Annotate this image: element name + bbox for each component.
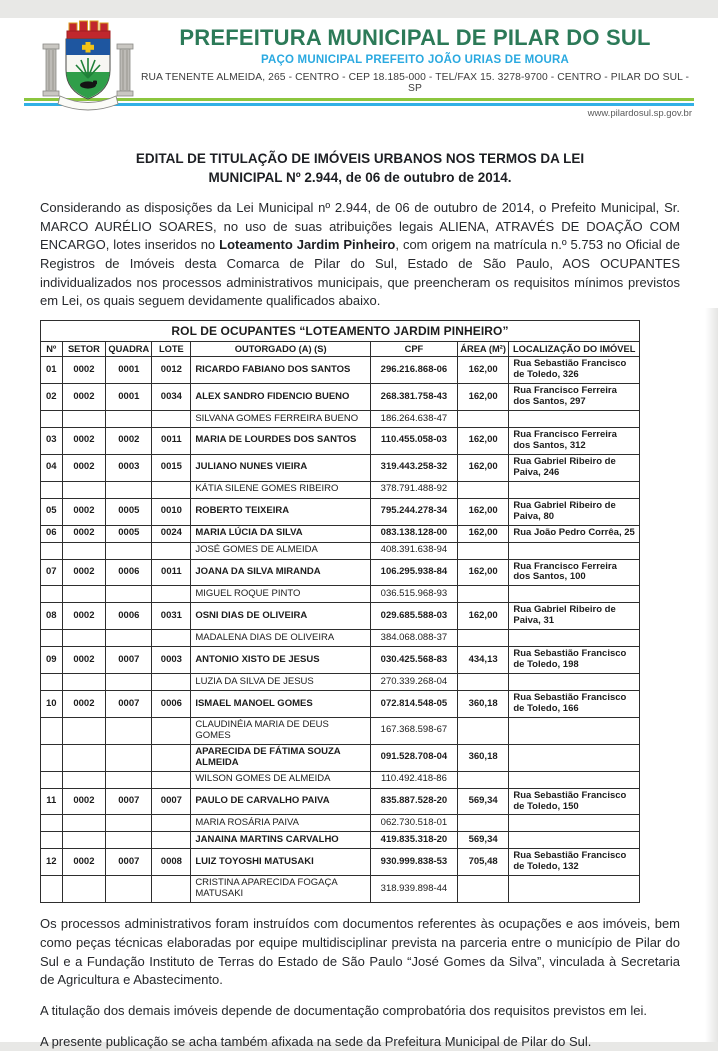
cell-local: Rua Sebastião Francisco de Toledo, 166 (509, 691, 640, 718)
table-row (41, 525, 640, 542)
cell-local: Rua Sebastião Francisco de Toledo, 132 (509, 849, 640, 876)
cell-cpf: 378.791.488-92 (371, 481, 458, 498)
cell-setor: 0002 (62, 691, 106, 718)
cell-quadra: 0005 (106, 498, 152, 525)
cell-num: 06 (41, 525, 63, 542)
cell-local: Rua Gabriel Ribeiro de Paiva, 80 (509, 498, 640, 525)
cell-cpf: 110.492.418-86 (371, 771, 458, 788)
cell-area: 360,18 (457, 691, 509, 718)
closing-paragraph-3: A presente publicação se acha também afixada na sede da Prefeitura Municipal de Pilar do Sul. (40, 1033, 592, 1049)
table-row (41, 542, 640, 559)
edict-title-line2: MUNICIPAL Nº 2.944, de 06 de outubro de 2014. (208, 169, 512, 185)
cell-setor: 0002 (62, 647, 106, 674)
cell-quadra: 0007 (106, 788, 152, 815)
right-column (117, 44, 133, 96)
cell-area: 360,18 (457, 744, 509, 771)
column-header-setor: SETOR (62, 342, 106, 357)
cell-area: 162,00 (457, 384, 509, 411)
table-row (41, 647, 640, 674)
cell-local: Rua Francisco Ferreira dos Santos, 297 (509, 384, 640, 411)
column-header-cpf: CPF (371, 342, 458, 357)
cell-quadra (106, 411, 152, 428)
column-header-quadra: QUADRA (106, 342, 152, 357)
cell-setor (62, 832, 106, 849)
cell-num (41, 717, 63, 744)
cell-num: 11 (41, 788, 63, 815)
cell-cpf: 319.443.258-32 (371, 454, 458, 481)
cell-outorgado: APARECIDA DE FÁTIMA SOUZA ALMEIDA (191, 744, 371, 771)
cell-cpf: 408.391.638-94 (371, 542, 458, 559)
cell-area: 569,34 (457, 788, 509, 815)
cell-outorgado: MIGUEL ROQUE PINTO (191, 586, 371, 603)
cell-cpf: 072.814.548-05 (371, 691, 458, 718)
cell-num (41, 876, 63, 903)
cell-lote: 0006 (152, 691, 191, 718)
cell-outorgado: LUZIA DA SILVA DE JESUS (191, 674, 371, 691)
cell-num (41, 411, 63, 428)
table-row (41, 771, 640, 788)
document-body (40, 150, 680, 1051)
cell-quadra: 0001 (106, 357, 152, 384)
cell-outorgado: JOANA DA SILVA MIRANDA (191, 559, 371, 586)
cell-cpf: 036.515.968-93 (371, 586, 458, 603)
cell-num (41, 542, 63, 559)
cell-num: 09 (41, 647, 63, 674)
table-row (41, 849, 640, 876)
table-header-row (41, 342, 640, 357)
cell-cpf: 106.295.938-84 (371, 559, 458, 586)
cell-setor (62, 411, 106, 428)
cell-quadra (106, 542, 152, 559)
letterhead-text (136, 18, 694, 94)
cell-setor (62, 630, 106, 647)
cell-lote: 0015 (152, 454, 191, 481)
column-header-outorgado: OUTORGADO (A) (S) (191, 342, 371, 357)
cell-area (457, 411, 509, 428)
table-row (41, 630, 640, 647)
cell-quadra (106, 481, 152, 498)
cell-outorgado: PAULO DE CARVALHO PAIVA (191, 788, 371, 815)
cell-lote: 0024 (152, 525, 191, 542)
cell-num: 10 (41, 691, 63, 718)
table-row (41, 815, 640, 832)
cell-num: 01 (41, 357, 63, 384)
cell-lote: 0007 (152, 788, 191, 815)
table-row (41, 832, 640, 849)
cell-local (509, 876, 640, 903)
table-row (41, 586, 640, 603)
cell-cpf: 030.425.568-83 (371, 647, 458, 674)
cell-lote (152, 586, 191, 603)
table-row (41, 357, 640, 384)
intro-bold-loteamento: Loteamento Jardim Pinheiro (219, 237, 396, 253)
scan-edge-shadow (705, 308, 718, 1042)
table-row (41, 481, 640, 498)
cell-local: Rua Sebastião Francisco de Toledo, 326 (509, 357, 640, 384)
cell-setor (62, 542, 106, 559)
cell-local: Rua Francisco Ferreira dos Santos, 100 (509, 559, 640, 586)
table-row (41, 411, 640, 428)
cell-setor: 0002 (62, 603, 106, 630)
table-row (41, 384, 640, 411)
cell-lote: 0011 (152, 428, 191, 455)
cell-area (457, 771, 509, 788)
cell-area (457, 630, 509, 647)
cell-cpf: 930.999.838-53 (371, 849, 458, 876)
cell-outorgado: KÁTIA SILENE GOMES RIBEIRO (191, 481, 371, 498)
cell-area (457, 586, 509, 603)
cell-cpf: 167.368.598-67 (371, 717, 458, 744)
cell-quadra: 0007 (106, 647, 152, 674)
cell-local (509, 630, 640, 647)
cell-quadra (106, 586, 152, 603)
cell-cpf: 083.138.128-00 (371, 525, 458, 542)
cell-cpf: 795.244.278-34 (371, 498, 458, 525)
cell-cpf: 384.068.088-37 (371, 630, 458, 647)
cell-setor (62, 586, 106, 603)
cell-outorgado: RICARDO FABIANO DOS SANTOS (191, 357, 371, 384)
intro-text-1: Considerando as disposições da Lei Municipal nº 2.944, de 06 de outubro de 2014, o Prefeito Municipal, Sr. MARCO AURÉLIO SOARES, no uso de suas atribuições legais ALIENA, ATRAVÉS DE DOAÇÃO COM ENCARGO, lotes inseridos no (40, 199, 680, 253)
cell-lote: 0008 (152, 849, 191, 876)
cell-area (457, 815, 509, 832)
edict-title (78, 150, 641, 188)
cell-setor: 0002 (62, 788, 106, 815)
cell-setor (62, 744, 106, 771)
cell-local (509, 586, 640, 603)
cell-quadra (106, 630, 152, 647)
cell-setor: 0002 (62, 849, 106, 876)
cell-cpf: 296.216.868-06 (371, 357, 458, 384)
cell-local (509, 771, 640, 788)
cell-cpf: 062.730.518-01 (371, 815, 458, 832)
occupants-table (40, 320, 640, 903)
table-title: ROL DE OCUPANTES “LOTEAMENTO JARDIM PINHEIRO” (41, 321, 640, 342)
cell-outorgado: JANAINA MARTINS CARVALHO (191, 832, 371, 849)
municipality-subtitle: PAÇO MUNICIPAL PREFEITO JOÃO URIAS DE MOURA (260, 54, 570, 67)
cell-quadra: 0005 (106, 525, 152, 542)
cell-lote (152, 771, 191, 788)
cell-setor: 0002 (62, 525, 106, 542)
document-page (0, 18, 718, 1049)
cell-outorgado: SILVANA GOMES FERREIRA BUENO (191, 411, 371, 428)
cell-cpf: 268.381.758-43 (371, 384, 458, 411)
cell-local (509, 674, 640, 691)
shield-icon (66, 39, 110, 99)
cell-setor (62, 717, 106, 744)
cell-local (509, 411, 640, 428)
cell-lote (152, 542, 191, 559)
cell-area: 569,34 (457, 832, 509, 849)
cell-area: 162,00 (457, 454, 509, 481)
cell-cpf: 029.685.588-03 (371, 603, 458, 630)
cell-lote (152, 481, 191, 498)
cell-setor (62, 771, 106, 788)
cell-area: 162,00 (457, 559, 509, 586)
cell-cpf: 110.455.058-03 (371, 428, 458, 455)
cell-area: 162,00 (457, 428, 509, 455)
cell-cpf: 419.835.318-20 (371, 832, 458, 849)
cell-local: Rua Sebastião Francisco de Toledo, 198 (509, 647, 640, 674)
edict-title-line1: EDITAL DE TITULAÇÃO DE IMÓVEIS URBANOS NOS TERMOS DA LEI (135, 151, 585, 166)
cell-local: Rua Francisco Ferreira dos Santos, 312 (509, 428, 640, 455)
cell-setor: 0002 (62, 559, 106, 586)
cell-lote (152, 744, 191, 771)
cell-num (41, 481, 63, 498)
cell-outorgado: ALEX SANDRO FIDENCIO BUENO (191, 384, 371, 411)
cell-area: 162,00 (457, 498, 509, 525)
occupants-table-body (41, 357, 640, 903)
cell-lote (152, 876, 191, 903)
cell-local (509, 815, 640, 832)
table-title-row (41, 321, 640, 342)
cell-outorgado: OSNI DIAS DE OLIVEIRA (191, 603, 371, 630)
intro-paragraph (40, 199, 680, 311)
column-header-num: Nº (41, 342, 63, 357)
cell-cpf: 318.939.898-44 (371, 876, 458, 903)
cell-setor (62, 815, 106, 832)
cell-local: Rua Gabriel Ribeiro de Paiva, 246 (509, 454, 640, 481)
column-header-lote: LOTE (152, 342, 191, 357)
cell-outorgado: LUIZ TOYOSHI MATUSAKI (191, 849, 371, 876)
cell-local: Rua Gabriel Ribeiro de Paiva, 31 (509, 603, 640, 630)
cell-outorgado: JOSÉ GOMES DE ALMEIDA (191, 542, 371, 559)
cell-num (41, 771, 63, 788)
cell-setor (62, 876, 106, 903)
cell-area: 162,00 (457, 603, 509, 630)
cell-num (41, 832, 63, 849)
cell-outorgado: CLAUDINÉIA MARIA DE DEUS GOMES (191, 717, 371, 744)
closing-paragraphs (40, 915, 680, 1051)
cell-area (457, 481, 509, 498)
cell-quadra (106, 876, 152, 903)
cell-setor: 0002 (62, 357, 106, 384)
cell-quadra: 0007 (106, 691, 152, 718)
cell-setor: 0002 (62, 384, 106, 411)
table-row (41, 603, 640, 630)
cell-setor (62, 674, 106, 691)
cell-lote: 0011 (152, 559, 191, 586)
table-row (41, 717, 640, 744)
cell-quadra: 0001 (106, 384, 152, 411)
cell-cpf: 091.528.708-04 (371, 744, 458, 771)
closing-paragraph-2: A titulação dos demais imóveis depende de documentação comprobatória dos requisitos previstos em lei. (40, 1003, 648, 1018)
cell-lote (152, 674, 191, 691)
cell-area (457, 876, 509, 903)
cell-lote (152, 832, 191, 849)
cell-outorgado: WILSON GOMES DE ALMEIDA (191, 771, 371, 788)
cell-area: 162,00 (457, 357, 509, 384)
cell-cpf: 835.887.528-20 (371, 788, 458, 815)
cell-num: 12 (41, 849, 63, 876)
cell-num: 04 (41, 454, 63, 481)
crown-icon (67, 21, 110, 39)
cell-quadra (106, 771, 152, 788)
cell-local: Rua Sebastião Francisco de Toledo, 150 (509, 788, 640, 815)
table-row (41, 744, 640, 771)
cell-outorgado: ROBERTO TEIXEIRA (191, 498, 371, 525)
table-row (41, 674, 640, 691)
cell-outorgado: CRISTINA APARECIDA FOGAÇA MATUSAKI (191, 876, 371, 903)
cell-cpf: 270.339.268-04 (371, 674, 458, 691)
cell-quadra (106, 744, 152, 771)
column-header-area: ÁREA (M²) (457, 342, 509, 357)
cell-num (41, 586, 63, 603)
cell-cpf: 186.264.638-47 (371, 411, 458, 428)
cell-outorgado: MARIA LÚCIA DA SILVA (191, 525, 371, 542)
cell-quadra (106, 717, 152, 744)
cell-quadra (106, 674, 152, 691)
cell-area (457, 542, 509, 559)
table-row (41, 428, 640, 455)
cell-quadra: 0002 (106, 428, 152, 455)
cell-lote: 0031 (152, 603, 191, 630)
cell-outorgado: MARIA ROSÁRIA PAIVA (191, 815, 371, 832)
cell-num: 02 (41, 384, 63, 411)
cell-num: 03 (41, 428, 63, 455)
cell-lote: 0010 (152, 498, 191, 525)
cell-area (457, 674, 509, 691)
cell-local (509, 481, 640, 498)
cell-setor: 0002 (62, 428, 106, 455)
cell-quadra: 0006 (106, 559, 152, 586)
cell-area: 434,13 (457, 647, 509, 674)
cell-num (41, 674, 63, 691)
cell-num (41, 630, 63, 647)
cell-outorgado: ISMAEL MANOEL GOMES (191, 691, 371, 718)
city-crest-logo (36, 20, 140, 114)
cell-area (457, 717, 509, 744)
municipality-address: RUA TENENTE ALMEIDA, 265 - CENTRO - CEP 18.185-000 - TEL/FAX 15. 3278-9700 - CENTRO - PILAR DO SUL - SP (140, 72, 690, 95)
cell-local: Rua João Pedro Corrêa, 25 (509, 525, 640, 542)
table-row (41, 876, 640, 903)
cell-local (509, 542, 640, 559)
cell-outorgado: MARIA DE LOURDES DOS SANTOS (191, 428, 371, 455)
cell-quadra: 0007 (106, 849, 152, 876)
table-row (41, 559, 640, 586)
cell-num: 07 (41, 559, 63, 586)
cell-lote: 0034 (152, 384, 191, 411)
cell-lote (152, 630, 191, 647)
table-row (41, 498, 640, 525)
left-column (43, 44, 59, 96)
table-row (41, 788, 640, 815)
cell-quadra: 0006 (106, 603, 152, 630)
cell-num: 05 (41, 498, 63, 525)
website-url: www.pilardosul.sp.gov.br (587, 108, 692, 119)
intro-text-2: , com origem na matrícula n.º 5.753 no Oficial de Registros de Imóveis desta Comarca de Pilar do Sul, Estado de São Paulo, AOS OCUPANTES individualizados nos processos administrativos municipais, que preencheram os requisitos mínimos previstos em Lei, os quais seguem devidamente qualificados abaixo. (40, 237, 680, 309)
cell-outorgado: JULIANO NUNES VIEIRA (191, 454, 371, 481)
cell-lote (152, 411, 191, 428)
column-header-localizacao: LOCALIZAÇÃO DO IMÓVEL (509, 342, 640, 357)
cell-setor: 0002 (62, 498, 106, 525)
municipality-title: PREFEITURA MUNICIPAL DE PILAR DO SUL (179, 25, 651, 50)
cell-lote (152, 815, 191, 832)
cell-lote: 0003 (152, 647, 191, 674)
cell-area: 162,00 (457, 525, 509, 542)
cell-local (509, 832, 640, 849)
cell-num: 08 (41, 603, 63, 630)
cell-quadra (106, 815, 152, 832)
cell-setor: 0002 (62, 454, 106, 481)
table-row (41, 691, 640, 718)
cell-outorgado: MADALENA DIAS DE OLIVEIRA (191, 630, 371, 647)
closing-paragraph-1: Os processos administrativos foram instruídos com documentos referentes às ocupações e aos imóveis, bem como peças técnicas elaboradas por equipe multidisciplinar prevista na parceria entre o município de Pilar do Sul e a Fundação Instituto de Terras do Estado de São Paulo “José Gomes da Silva”, vinculada à Secretaria de Agricultura e Abastecimento. (40, 916, 680, 988)
cell-setor (62, 481, 106, 498)
cell-outorgado: ANTONIO XISTO DE JESUS (191, 647, 371, 674)
cell-lote: 0012 (152, 357, 191, 384)
cell-area: 705,48 (457, 849, 509, 876)
cell-local (509, 717, 640, 744)
cell-quadra: 0003 (106, 454, 152, 481)
table-row (41, 454, 640, 481)
cell-num (41, 815, 63, 832)
cell-local (509, 744, 640, 771)
letterhead (24, 18, 694, 124)
cell-quadra (106, 832, 152, 849)
cell-num (41, 744, 63, 771)
cell-lote (152, 717, 191, 744)
